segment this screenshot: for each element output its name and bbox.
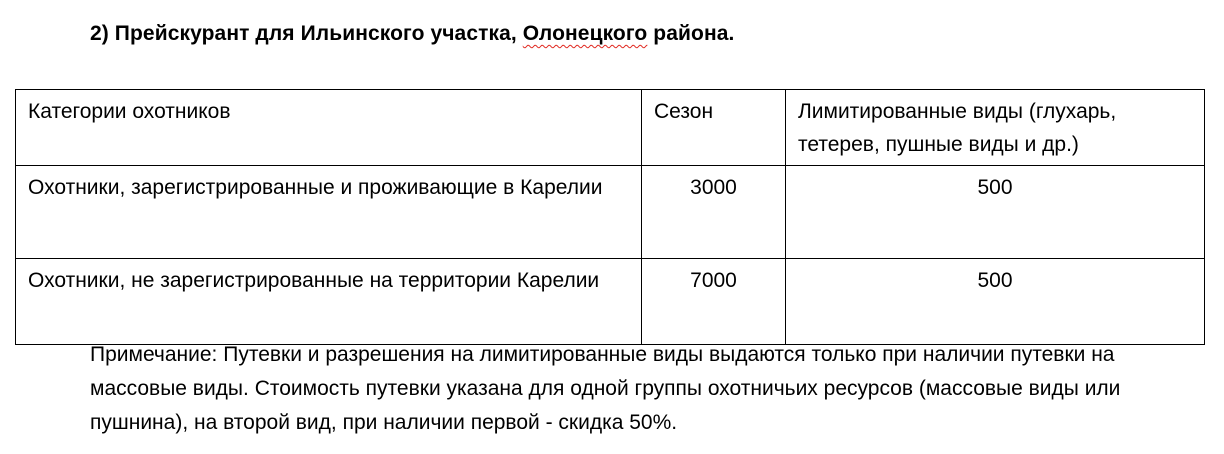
row-category: Охотники, зарегистрированные и проживающие в Карелии [16,166,642,259]
price-table [15,89,1205,345]
row-season-price: 7000 [642,259,786,345]
row-category: Охотники, не зарегистрированные на территории Карелии [16,259,642,345]
row-season-price: 3000 [642,166,786,259]
table-row [16,259,1205,345]
header-season: Сезон [642,90,786,166]
table-row [16,166,1205,259]
price-list-heading [90,22,734,46]
row-limited-price: 500 [786,259,1205,345]
header-category: Категории охотников [16,90,642,166]
heading-text-start: 2) Прейскурант для Ильинского участка, [90,22,523,45]
row-limited-price: 500 [786,166,1205,259]
table-header-row [16,90,1205,166]
heading-text-end: района. [647,22,735,45]
heading-district-name: Олонецкого [522,22,648,45]
header-limited-species: Лимитированные виды (глухарь, тетерев, пушные виды и др.) [786,90,1205,166]
note-paragraph: Примечание: Путевки и разрешения на лимитированные виды выдаются только при наличии путевки на массовые виды. Стоимость путевки указана для одной группы охотничьих ресурсов (массовые виды или пушнина), на второй вид, при наличии первой - скидка 50%. [90,343,1121,434]
